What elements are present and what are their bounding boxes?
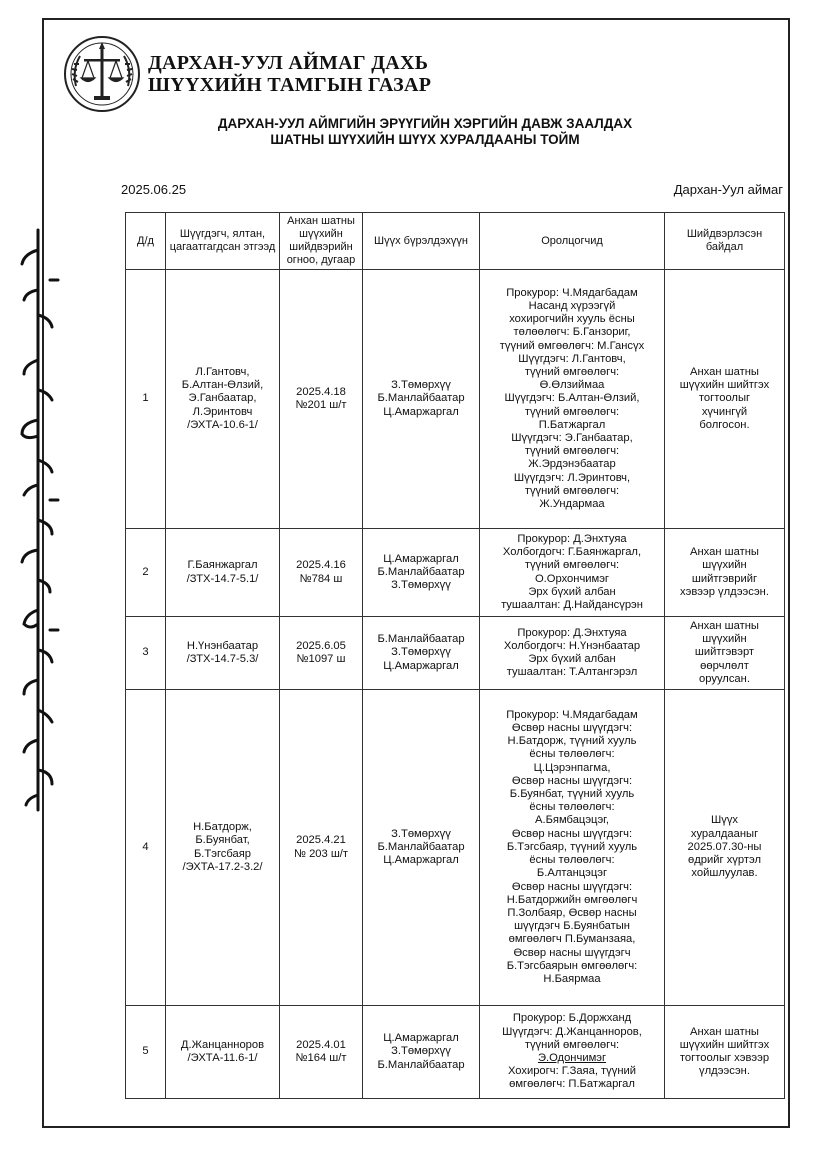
decision-cell [665, 1006, 785, 1099]
decision-date: 2025.4.01 [296, 1038, 346, 1051]
row-number: 5 [126, 1006, 166, 1099]
panel-cell [363, 1006, 480, 1099]
judge-name: Ц.Амаржаргал [383, 659, 459, 672]
decision-number: №164 ш/т [295, 1052, 347, 1064]
case-code: /ЭХТА-17.2-3.2/ [182, 860, 263, 873]
court-name-line2: ШҮҮХИЙН ТАМГЫН ГАЗАР [148, 74, 432, 96]
header-no: Д/д [126, 213, 166, 270]
participant-line: тушаалтан: Т.Алтангэрэл [506, 666, 638, 679]
participant-line: Шүүгдэгч: Л.Эринтовч, [513, 471, 631, 484]
participant-line: Өсвөр насны шүүгдэгч: [511, 774, 633, 787]
decision-cell [665, 690, 785, 1006]
first-instance-cell [280, 690, 363, 1006]
decision-line: тогтоолыг хэвээр [679, 1052, 770, 1064]
judge-name: З.Төмөрхүү [391, 646, 451, 659]
panel-cell [363, 529, 480, 617]
participant-line: Н.Батдорж, түүний хууль [507, 735, 637, 748]
defendant-line: Б.Алтан-Өлзий, [181, 379, 264, 392]
participant-line: Ц.Цэрэнпагма, [533, 761, 611, 774]
judge-name: З.Төмөрхүү [391, 379, 451, 392]
table-row [126, 529, 785, 617]
participant-line: Хохирогч: Г.Заяа, түүний [507, 1065, 637, 1078]
decision-date: 2025.4.21 [296, 834, 346, 847]
participant-line: төлөөлөгч: Б.Ганзориг, [513, 326, 631, 339]
defendant-line: Н.Батдорж, [193, 821, 252, 834]
decision-line: хуралдааныг [690, 827, 759, 840]
document-place: Дархан-Уул аймаг [673, 182, 783, 197]
participant-line: шүүгдэгч Б.Буянбатын [514, 920, 630, 933]
participant-line: хохирогчийн хууль ёсны [509, 313, 635, 326]
participants-cell [480, 270, 665, 529]
decision-line: 2025.07.30-ны [687, 840, 762, 853]
defendant-line: Б.Буянбат, [195, 834, 250, 847]
participant-line: Прокурор: Д.Энхтуяа [517, 532, 627, 545]
table-row [126, 617, 785, 690]
participant-line: Эрх бүхий албан [528, 585, 616, 598]
decision-line: Шүүх [710, 814, 739, 827]
decision-line: Анхан шатны [690, 546, 759, 559]
judge-name: З.Төмөрхүү [391, 1045, 451, 1058]
participant-line: Шүүгдэгч: Л.Гантовч, [518, 352, 626, 365]
decision-line: шийтгэврийг [691, 572, 758, 585]
defendants-cell [166, 690, 280, 1006]
decision-number: №784 ш [299, 572, 343, 585]
court-name-line1: ДАРХАН-УУЛ АЙМАГ ДАХЬ [148, 52, 429, 74]
participant-line: өмгөөлөгч П.Буманзаяа, [508, 933, 636, 946]
judge-name: Ц.Амаржаргал [383, 1032, 459, 1045]
participant-line: Шүүгдэгч: Б.Алтан-Өлзий, [504, 392, 640, 405]
decision-line: болгосон. [699, 418, 750, 431]
decision-line: оруулсан. [699, 672, 750, 685]
judge-name: Ц.Амаржаргал [383, 405, 459, 418]
document-title [150, 116, 700, 148]
participant-line: Б.Алтанцэцэг [536, 867, 608, 880]
participant-line: Өсвөр насны шүүгдэгч: [511, 880, 633, 893]
header-defendants: Шүүгдэгч, ялтан, цагаатгагдсан этгээд [166, 213, 280, 270]
participant-line: түүний өмгөөлөгч: [524, 405, 620, 418]
case-code: /ЭХТА-10.6-1/ [187, 418, 258, 431]
participant-line: Эрх бүхий албан [528, 653, 616, 665]
defendant-line: Б.Тэгсбаяр [193, 847, 252, 860]
decision-line: шийтгэвэрт [694, 646, 755, 659]
decision-number: № 203 ш/т [293, 847, 349, 860]
participant-line: Өсвөр насны шүүгдэгч: [511, 827, 633, 840]
decision-cell [665, 270, 785, 529]
judge-name: Б.Манлайбаатар [377, 1058, 465, 1071]
decision-line: хэвээр үлдээсэн. [680, 585, 769, 598]
defendant-line: Л.Гантовч, [195, 365, 250, 378]
participant-line: Н.Батдоржийн өмгөөлөгч [506, 893, 638, 906]
participants-cell [480, 617, 665, 690]
judge-name: Б.Манлайбаатар [377, 392, 465, 405]
header-first-instance: Анхан шатны шүүхийн шийдвэрийн огноо, дугаар [280, 213, 363, 270]
participant-line: түүний өмгөөлөгч: [524, 445, 620, 458]
decision-line: Анхан шатны [690, 619, 759, 632]
row-number: 2 [126, 529, 166, 617]
row-number: 3 [126, 617, 166, 690]
participant-line: Б.Тэгсбаяр, түүний хууль [506, 840, 638, 853]
participant-line: Прокурор: Ч.Мядагбадам [506, 286, 638, 299]
participants-cell [480, 1006, 665, 1099]
decision-date: 2025.4.18 [296, 385, 346, 398]
participant-line: түүний өмгөөлөгч: [524, 365, 620, 378]
hearings-table [125, 212, 785, 1099]
decision-line: хойшлуулав. [691, 867, 758, 880]
participant-line: Ж.Эрдэнэбаатар [528, 458, 616, 471]
participant-line: А.Бямбацэцэг, [535, 814, 609, 827]
participants-cell [480, 690, 665, 1006]
decision-line: шүүхийн шийтгэх [679, 379, 770, 392]
decision-cell [665, 617, 785, 690]
case-code: /ЭХТА-11.6-1/ [187, 1052, 258, 1064]
table-row [126, 1006, 785, 1099]
participant-line: Ө.Өлзиймаа [539, 379, 605, 392]
defendants-cell [166, 1006, 280, 1099]
header-panel: Шүүх бүрэлдэхүүн [363, 213, 480, 270]
document-date: 2025.06.25 [121, 182, 187, 197]
decision-line: Анхан шатны [690, 1025, 759, 1038]
judge-name: Б.Манлайбаатар [377, 633, 465, 646]
title-line1: ДАРХАН-УУЛ АЙМГИЙН ЭРҮҮГИЙН ХЭРГИЙН ДАВЖ ЗААЛДАХ [217, 116, 633, 131]
defendant-line: Э.Ганбаатар, [188, 392, 257, 405]
defendant-line: Д.Жанцанноров [180, 1038, 265, 1051]
participant-line: Шүүгдэгч: Э.Ганбаатар, [511, 432, 633, 444]
decision-line: үлдээсэн. [699, 1065, 750, 1078]
defendants-cell [166, 270, 280, 529]
participant-line: Прокурор: Д.Энхтуяа [517, 626, 627, 639]
judge-name: Б.Манлайбаатар [377, 565, 465, 578]
table-row [126, 270, 785, 529]
participant-line: түүний өмгөөлөгч: М.Гансүх [499, 339, 645, 352]
judge-name: З.Төмөрхүү [391, 579, 451, 592]
panel-cell [363, 690, 480, 1006]
defendants-cell [166, 617, 280, 690]
case-code: /ЗТХ-14.7-5.3/ [186, 653, 259, 665]
decision-cell [665, 529, 785, 617]
participant-line: Холбогдогч: Н.Үнэнбаатар [503, 639, 641, 652]
decision-line: Анхан шатны [690, 365, 759, 378]
defendant-line: Н.Үнэнбаатар [186, 639, 259, 652]
participant-line: түүний өмгөөлөгч: [524, 1038, 620, 1051]
header-decision: Шийдвэрлэсэн байдал [665, 213, 785, 270]
decision-line: тогтоолыг [698, 392, 751, 405]
participant-line: Өсвөр насны шүүгдэгч [513, 946, 631, 959]
participant-line: ёсны төлөөлөгч: [529, 801, 615, 814]
header-participants: Оролцогчид [480, 213, 665, 270]
decision-date: 2025.4.16 [296, 559, 346, 572]
first-instance-cell [280, 617, 363, 690]
decision-line: шүүхийн шийтгэх [679, 1038, 770, 1051]
participant-line: тушаалтан: Д.Найдансүрэн [501, 598, 643, 611]
participant-line: Ж.Ундармаа [539, 498, 605, 511]
defendant-line: Л.Эринтовч [192, 405, 253, 418]
participant-line: Б.Буянбат, түүний хууль [509, 788, 635, 801]
decision-line: өдрийг хүртэл [688, 854, 761, 867]
participant-line: Холбогдогч: Г.Баянжаргал, [502, 546, 642, 559]
decision-line: шүүхийн [702, 633, 747, 646]
participant-line: П.Золбаяр, Өсвөр насны [507, 906, 637, 919]
court-name [148, 52, 431, 96]
first-instance-cell [280, 529, 363, 617]
participant-line: Э.Одончимэг [537, 1052, 607, 1064]
panel-cell [363, 617, 480, 690]
first-instance-cell [280, 1006, 363, 1099]
judge-name: З.Төмөрхүү [391, 827, 451, 840]
decision-date: 2025.6.05 [296, 639, 346, 652]
participant-line: ёсны төлөөлөгч: [529, 854, 615, 867]
decision-line: шүүхийн [702, 559, 747, 572]
mongolian-script-stamp [8, 220, 68, 820]
participant-line: Б.Тэгсбаярын өмгөөлөгч: [506, 959, 638, 972]
case-code: /ЗТХ-14.7-5.1/ [186, 572, 259, 585]
judge-name: Ц.Амаржаргал [383, 552, 459, 565]
defendants-cell [166, 529, 280, 617]
judge-name: Ц.Амаржаргал [383, 854, 459, 867]
participant-line: Прокурор: Ч.Мядагбадам [506, 708, 638, 721]
decision-number: №201 ш/т [295, 399, 347, 411]
participant-line: түүний өмгөөлөгч: [524, 559, 620, 572]
court-emblem-icon [62, 34, 142, 114]
decision-line: өөрчлөлт [700, 659, 749, 672]
participant-line: өмгөөлөгч: П.Батжаргал [509, 1078, 635, 1091]
decision-line: хүчингүй [701, 405, 748, 418]
row-number: 4 [126, 690, 166, 1006]
row-number: 1 [126, 270, 166, 529]
table-header-row [126, 213, 785, 270]
participant-line: түүний өмгөөлөгч: [524, 484, 620, 497]
defendant-line: Г.Баянжаргал [187, 559, 258, 572]
participant-line: Өсвөр насны шүүгдэгч: [511, 722, 633, 735]
participant-line: Насанд хүрээгүй [528, 299, 616, 312]
table-row [126, 690, 785, 1006]
title-line2: ШАТНЫ ШҮҮХИЙН ШҮҮХ ХУРАЛДААНЫ ТОЙМ [270, 132, 580, 147]
first-instance-cell [280, 270, 363, 529]
judge-name: Б.Манлайбаатар [377, 840, 465, 853]
participants-cell [480, 529, 665, 617]
decision-number: №1097 ш [296, 653, 346, 665]
participant-line: О.Орхончимэг [534, 572, 610, 585]
participant-line: Прокурор: Б.Доржханд [512, 1012, 632, 1025]
participant-line: П.Батжаргал [538, 418, 606, 431]
participant-line: Н.Баярмаа [543, 972, 601, 985]
participant-line: Шүүгдэгч: Д.Жанцанноров, [502, 1025, 642, 1038]
panel-cell [363, 270, 480, 529]
participant-line: ёсны төлөөлөгч: [529, 748, 615, 761]
